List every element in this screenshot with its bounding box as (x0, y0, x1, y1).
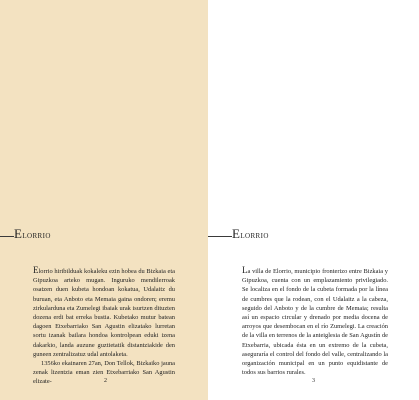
chapter-title-rest: lorrio (22, 230, 51, 241)
paragraph-text: a villa de Elorrio, municipio fronterizo entre Bizkaia y Gipuzkoa, cuenta con un emplazamiento privilegiado. Se localiza en el fondo de la cubeta formada por la línea de cumbres que la rodean, con el Udalaitz a la cabeza, seguido del Anboto y de la cumbre de Memaia; resulta así un espacio circular y drenado por media docena de arroyos que desembocan en el río Zumelegi. La creación de la villa en terrenos de la anteiglesia de San Agustín de Etxebarria, ubicada ésta en un extremo de la cubeta, aseguraría el control del fondo del valle, centralizando la organización municipal en un punto equidistante de todos sus barrios rurales. (242, 268, 388, 377)
paragraph: 1356ko ekainaren 27an, Don Tellok, Bizkaiko jauna zenak lizentzia eman zien Etxebarriako San Agustin elizate- (33, 360, 175, 386)
paragraph-initial: L (242, 265, 248, 275)
chapter-rule (0, 236, 14, 237)
left-page (0, 0, 208, 400)
chapter-title (14, 226, 51, 242)
chapter-title-initial: E (14, 226, 23, 241)
page-number: 3 (312, 378, 315, 384)
chapter-rule (208, 236, 232, 237)
paragraph (33, 266, 175, 359)
paragraph (242, 266, 388, 377)
chapter-title-initial: E (232, 226, 241, 241)
body-text (33, 266, 175, 387)
chapter-title-rest: lorrio (240, 230, 269, 241)
right-page (208, 0, 419, 400)
body-text (242, 266, 388, 377)
chapter-title (232, 226, 269, 242)
paragraph-text: lorrio hiribilduak kokaleku ezin hobea du Bizkaia eta Gipuzkoa arteko mugan. Inguruko mendilerroak osatzen duen kubeta hondoan kokatua, Udalaitz du buruan, eta Anboto eta Memaia gaina ondoren; eremu zirkularduna eta Zumelegi ibaiak urak isurtzen dituzten dozena erdi bat erreka bustia. Kubetako mutur batean dagoen Etxebarriako San Agustin elizatako lurretan sortu izanak bailara hondoa kontrolpean eduki izena dakarkio, landa auzune guztietatik distantziakide den guneen zentralizatuz udal antolaketa. (33, 268, 175, 358)
page-number: 2 (104, 378, 107, 384)
paragraph-initial: E (33, 265, 39, 275)
